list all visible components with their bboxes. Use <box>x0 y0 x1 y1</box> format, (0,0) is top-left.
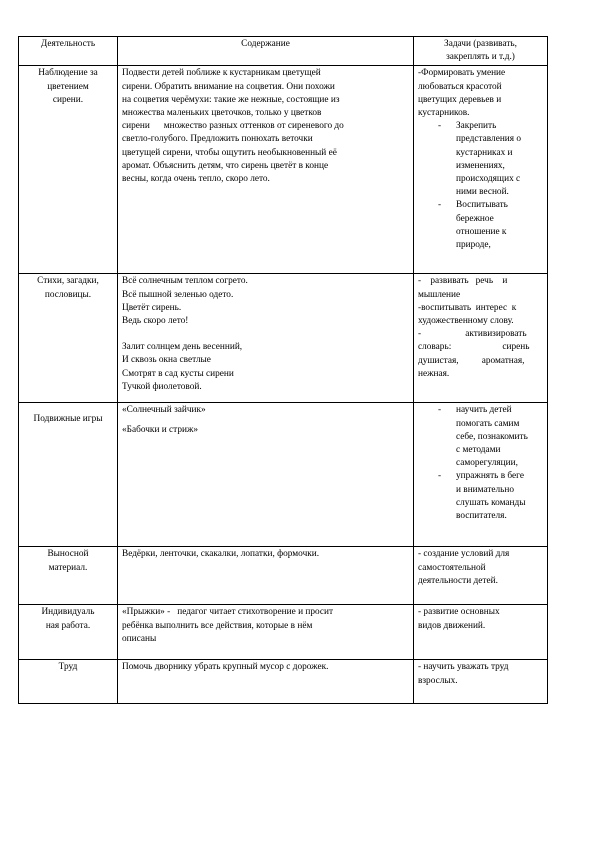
list-item: - научить детей помогать самим себе, познакомить с методами саморегуляции, <box>438 405 528 469</box>
tasks-cell: - создание условий для самостоятельной деятельности детей. <box>414 547 548 605</box>
activity-cell: Выносной материал. <box>19 547 118 605</box>
list-item: - упражнять в беге и внимательно слушать команды воспитателя. <box>438 471 526 522</box>
header-row <box>19 37 548 66</box>
tasks-cell: - развивать речь и мышление -воспитывать интерес к художественному слову. - активизировать словарь: сирень душистая, ароматная, нежная. <box>414 274 548 403</box>
table-row <box>19 274 548 403</box>
tasks-cell: - научить уважать труд взрослых. <box>414 660 548 704</box>
content-cell: Ведёрки, ленточки, скакалки, лопатки, формочки. <box>118 547 414 605</box>
table-row <box>19 66 548 274</box>
header-content: Содержание <box>118 37 414 66</box>
activity-cell: Подвижные игры <box>19 403 118 547</box>
list-item: - Воспитывать бережное отношение к природе, <box>438 200 508 251</box>
content-cell: Всё солнечным теплом согрето. Всё пышной зеленью одето. Цветёт сирень. Ведь скоро лето! Залит солнцем день весенний, И сквозь окна светлые Смотрят в сад кусты сирени Тучкой фиолетовой. <box>118 274 414 403</box>
lesson-plan-table <box>18 36 548 704</box>
table-row <box>19 547 548 605</box>
content-cell: «Прыжки» - педагог читает стихотворение и просит ребёнка выполнить все действия, которые в нём описаны <box>118 605 414 660</box>
table-row <box>19 403 548 547</box>
activity-cell: Наблюдение за цветением сирени. <box>19 66 118 274</box>
tasks-cell: -Формировать умение любоваться красотой цветущих деревьев и кустарников. - Закрепить представления о кустарниках и изменениях, происходящих с ними весной. - Воспитывать бережное отношение к природе, <box>414 66 548 274</box>
tasks-cell <box>414 403 548 547</box>
activity-cell: Индивидуаль ная работа. <box>19 605 118 660</box>
content-cell: Помочь дворнику убрать крупный мусор с дорожек. <box>118 660 414 704</box>
activity-cell: Стихи, загадки, пословицы. <box>19 274 118 403</box>
content-cell: Подвести детей поближе к кустарникам цветущей сирени. Обратить внимание на соцветия. Они похожи на соцветия черёмухи: такие же нежные, состоящие из множества маленьких цветочков, только у цветков сирени множество разных оттенков от сиреневого до светло-голубого. Предложить понюхать веточки цветущей сирени, чтобы ощутить необыкновенный её аромат. Объяснить детям, что сирень цветёт в конце весны, когда очень тепло, скоро лето. <box>118 66 414 274</box>
header-activity: Деятельность <box>19 37 118 66</box>
list-item: - Закрепить представления о кустарниках и изменениях, происходящих с ними весной. <box>438 121 522 198</box>
table-row <box>19 660 548 704</box>
header-tasks: Задачи (развивать, закреплять и т.д.) <box>414 37 548 66</box>
table-row <box>19 605 548 660</box>
activity-cell: Труд <box>19 660 118 704</box>
content-cell: «Солнечный зайчик» «Бабочки и стриж» <box>118 403 414 547</box>
tasks-cell: - развитие основных видов движений. <box>414 605 548 660</box>
